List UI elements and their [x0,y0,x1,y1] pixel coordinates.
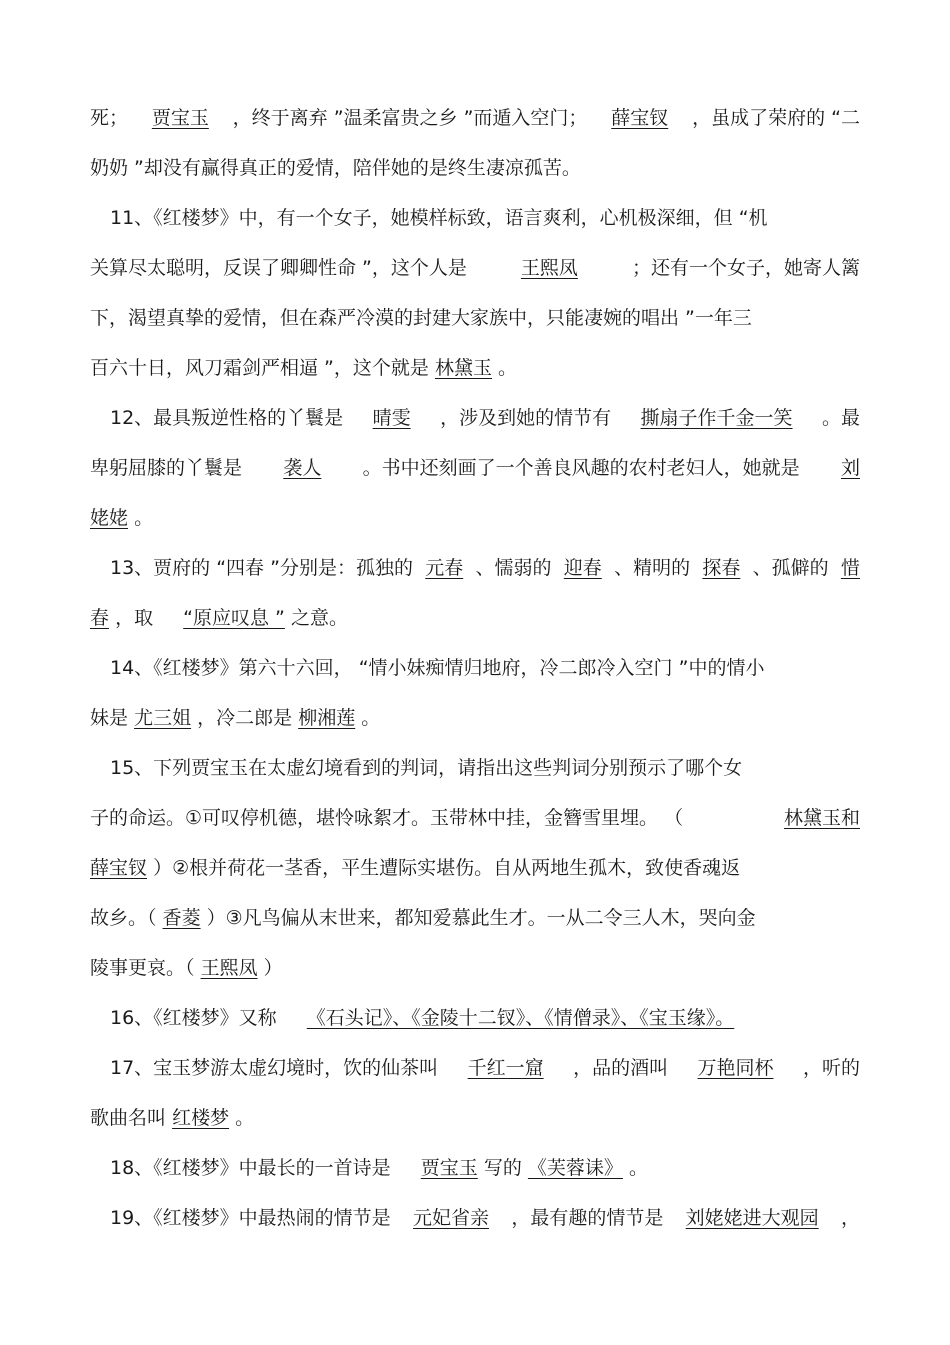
text-line [90,906,860,930]
answer-blank: 元妃省亲 [413,1207,490,1229]
text: ，虽成了荣府的 “二 [692,107,860,129]
question-16 [110,1006,860,1030]
text: ，听的 [802,1057,860,1079]
answer-blank: 迎春 [563,557,602,579]
text: 。 [134,507,154,529]
answer-blank: 春 [90,607,110,629]
text: ， [840,1207,860,1229]
text: ，终于离弃 ”温柔富贵之乡 ”而遁入空门； [232,107,588,129]
text: 。 [628,1157,648,1179]
text-line [90,456,860,480]
answer-blank: 袭人 [283,457,322,479]
answer-blank: 薛宝钗 [90,857,148,879]
text: 。书中还刻画了一个善良风趣的农村老妇人，她就是 [362,457,800,479]
answer-blank: 撕扇子作千金一笑 [640,407,793,429]
answer-blank: 王熙凤 [200,957,258,979]
answer-blank: 元春 [425,557,464,579]
answer-blank: 贾宝玉 [151,107,209,129]
answer-blank: 刘 [840,457,860,479]
text-line [90,856,860,880]
question-13 [110,556,860,580]
answer-blank: 尤三姐 [134,707,192,729]
question-19 [110,1206,860,1230]
text: 下，渴望真挚的爱情，但在森严冷漠的封建大家族中，只能凄婉的唱出 ”一年三 [90,307,752,329]
text-line [90,156,860,180]
text: 百六十日，风刀霜剑严相逼 ”，这个就是 [90,357,429,379]
text-line [90,706,860,730]
text: ）③凡鸟偏从末世来，都知爱慕此生才。一从二令三人木，哭向金 [206,907,756,929]
answer-blank: 香菱 [162,907,201,929]
text: ，品的酒叫 [573,1057,669,1079]
text: 写的 [483,1157,522,1179]
text: 19、《红楼梦》中最热闹的情节是 [110,1207,391,1229]
question-12 [110,406,860,430]
text-line [90,506,860,530]
text-line [90,256,860,280]
text-line [90,306,860,330]
text: ，最有趣的情节是 [511,1207,664,1229]
text: 。最 [821,407,860,429]
text-line [90,806,860,830]
answer-blank: 姥姥 [90,507,129,529]
text: 12、最具叛逆性格的丫鬟是 [110,407,344,429]
answer-blank: 《芙蓉诔》 [527,1157,623,1179]
text-line [90,356,860,380]
text: 18、《红楼梦》中最长的一首诗是 [110,1157,391,1179]
text: 11、《红楼梦》中，有一个女子，她模样标致，语言爽利，心机极深细，但 “机 [110,207,768,229]
text: 16、《红楼梦》又称 [110,1007,277,1029]
text: 。 [498,357,518,379]
answer-blank: 林黛玉 [434,357,492,379]
text: 歌曲名叫 [90,1107,167,1129]
text-line [90,1106,860,1130]
text-line [90,106,860,130]
text: 、懦弱的 [475,557,552,579]
answer-blank: 晴雯 [372,407,411,429]
text: 15、下列贾宝玉在太虚幻境看到的判词，请指出这些判词分别预示了哪个女 [110,757,743,779]
text: 14、《红楼梦》第六十六回， “情小妹痴情归地府，冷二郎冷入空门 ”中的情小 [110,657,765,679]
text-line [90,956,860,980]
text: 之意。 [290,607,348,629]
question-15 [110,756,860,780]
text: ） [263,957,283,979]
text: ；还有一个女子，她寄人篱 [631,257,860,279]
text: 关算尽太聪明，反误了卿卿性命 ”，这个人是 [90,257,467,279]
question-18 [110,1156,860,1180]
text: 。 [361,707,381,729]
text: 死； [90,107,129,129]
answer-blank: 红楼梦 [172,1107,230,1129]
text: 、精明的 [614,557,691,579]
text: 卑躬屈膝的丫鬟是 [90,457,243,479]
answer-blank: 王熙凤 [520,257,578,279]
answer-blank: 《石头记》、《金陵十二钗》、《情僧录》、《宝玉缘》。 [306,1007,735,1029]
text: 、孤僻的 [752,557,829,579]
text: ，冷二郎是 [197,707,293,729]
answer-blank: 惜 [840,557,860,579]
question-11 [110,206,860,230]
answer-blank: 探春 [702,557,741,579]
text: 13、贾府的 “四春 ”分别是：孤独的 [110,557,413,579]
answer-blank: 贾宝玉 [420,1157,478,1179]
text: 陵事更哀。（ [90,957,195,979]
text: 奶奶 ”却没有赢得真正的爱情，陪伴她的是终生凄凉孤苦。 [90,157,581,179]
answer-blank: 万艳同杯 [697,1057,774,1079]
answer-blank: “原应叹息 ” [183,607,285,629]
text: ，取 [115,607,154,629]
text: 17、宝玉梦游太虚幻境时，饮的仙茶叫 [110,1057,439,1079]
answer-blank: 柳湘莲 [298,707,356,729]
question-17 [110,1056,860,1080]
answer-blank: 刘姥姥进大观园 [685,1207,819,1229]
question-14 [110,656,860,680]
answer-blank: 薛宝钗 [611,107,669,129]
text: 子的命运。①可叹停机德，堪怜咏絮才。玉带林中挂，金簪雪里埋。 （ [90,807,684,829]
text: 。 [235,1107,255,1129]
text: 故乡。（ [90,907,157,929]
text-line [90,606,860,630]
answer-blank: 林黛玉和 [783,807,860,829]
text: ）②根并荷花一茎香，平生遭际实堪伤。自从两地生孤木，致使香魂返 [153,857,741,879]
text: ，涉及到她的情节有 [440,407,612,429]
text: 妹是 [90,707,129,729]
answer-blank: 千红一窟 [467,1057,544,1079]
